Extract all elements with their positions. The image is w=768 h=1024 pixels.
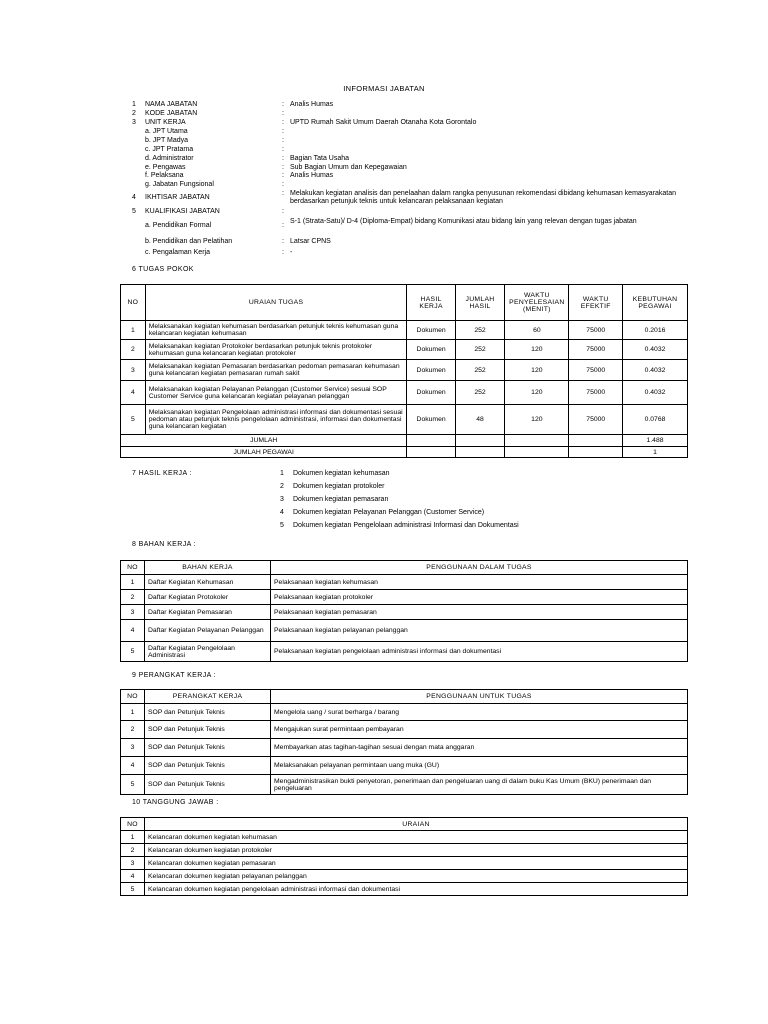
- col-header-bahan: BAHAN KERJA: [145, 561, 271, 575]
- cell-hasil: Dokumen: [407, 360, 455, 381]
- info-label: d. Administrator: [145, 155, 194, 162]
- col-header-waktu-efektif: WAKTU EFEKTIF: [569, 285, 623, 321]
- col-header-penggunaan: PENGGUNAAN UNTUK TUGAS: [271, 690, 688, 704]
- empty-cell: [569, 447, 623, 458]
- table-row: [121, 757, 688, 775]
- table-row: [121, 844, 688, 857]
- table-row: [121, 704, 688, 721]
- info-colon: :: [282, 164, 284, 171]
- col-header-waktu-penyelesaian: WAKTU PENYELESAIAN (MENIT): [505, 285, 569, 321]
- table-row: [121, 870, 688, 883]
- info-value: Melakukan kegiatan analisis dan penelaahan dalam rangka penyusunan rekomendasi dibidang kehumasan kemasyarakatan berdasarkan petunjuk teknis untuk kelancaran pelaksanaan kegiatan: [290, 190, 677, 205]
- cell-kebutuhan: 0.0768: [623, 405, 688, 435]
- table-row: [121, 360, 688, 381]
- info-colon: :: [282, 146, 284, 153]
- col-header-uraian: URAIAN TUGAS: [145, 285, 407, 321]
- cell-no: 4: [121, 757, 145, 775]
- cell-waktu: 120: [505, 405, 569, 435]
- empty-cell: [455, 435, 504, 447]
- table-row: [121, 775, 688, 795]
- empty-cell: [505, 435, 569, 447]
- cell-uraian: Kelancaran dokumen kegiatan protokoler: [145, 844, 688, 857]
- info-value: Analis Humas: [290, 172, 334, 179]
- total-value: 1.488: [623, 435, 688, 447]
- info-value: Sub Bagian Umum dan Kepegawaian: [290, 164, 407, 171]
- cell-waktu: 120: [505, 340, 569, 360]
- cell-bahan: Daftar Kegiatan Protokoler: [145, 590, 271, 605]
- table-row: [121, 321, 688, 340]
- cell-no: 5: [121, 405, 146, 435]
- cell-waktu: 120: [505, 360, 569, 381]
- info-no: 1: [132, 101, 136, 108]
- cell-waktu: 120: [505, 381, 569, 405]
- cell-kebutuhan: 0.2016: [623, 321, 688, 340]
- cell-jumlah: 252: [455, 340, 504, 360]
- col-header-no: NO: [121, 285, 146, 321]
- table-header-row: [121, 818, 688, 831]
- info-value: -: [290, 249, 293, 256]
- info-label: c. Pengalaman Kerja: [145, 249, 210, 256]
- info-colon: :: [282, 137, 284, 144]
- list-item-no: 1: [280, 470, 284, 477]
- info-value: UPTD Rumah Sakit Umum Daerah Otanaha Kota Gorontalo: [290, 119, 477, 126]
- cell-bahan: Daftar Kegiatan Kehumasan: [145, 575, 271, 590]
- info-label: e. Pengawas: [145, 164, 186, 171]
- empty-cell: [407, 447, 455, 458]
- list-item-text: Dokumen kegiatan kehumasan: [293, 470, 390, 477]
- cell-jumlah: 48: [455, 405, 504, 435]
- col-header-no: NO: [121, 818, 145, 831]
- cell-perangkat: SOP dan Petunjuk Teknis: [145, 757, 271, 775]
- list-item-no: 5: [280, 522, 284, 529]
- empty-cell: [505, 447, 569, 458]
- info-label: a. Pendidikan Formal: [145, 222, 212, 229]
- cell-kebutuhan: 0.4032: [623, 340, 688, 360]
- cell-bahan: Daftar Kegiatan Pengelolaan Administrasi: [145, 642, 271, 662]
- empty-cell: [455, 447, 504, 458]
- info-value: Latsar CPNS: [290, 238, 331, 245]
- cell-no: 5: [121, 642, 145, 662]
- cell-no: 3: [121, 605, 145, 620]
- cell-perangkat: SOP dan Petunjuk Teknis: [145, 775, 271, 795]
- cell-kebutuhan: 0.4032: [623, 381, 688, 405]
- cell-kebutuhan: 0.4032: [623, 360, 688, 381]
- info-label: b. JPT Madya: [145, 137, 189, 144]
- col-header-jumlah: JUMLAH HASIL: [455, 285, 504, 321]
- empty-cell: [407, 435, 455, 447]
- cell-uraian: Melaksanakan kegiatan kehumasan berdasarkan petunjuk teknis kehumasan guna kelancaran kegiatan kehumasan: [145, 321, 407, 340]
- cell-hasil: Dokumen: [407, 321, 455, 340]
- cell-jumlah: 252: [455, 381, 504, 405]
- info-colon: :: [282, 249, 284, 256]
- info-colon: :: [282, 181, 284, 188]
- cell-perangkat: SOP dan Petunjuk Teknis: [145, 704, 271, 721]
- pegawai-value: 1: [623, 447, 688, 458]
- cell-no: 2: [121, 590, 145, 605]
- list-item-text: Dokumen kegiatan Pelayanan Pelanggan (Customer Service): [293, 509, 485, 516]
- info-label: KUALIFIKASI JABATAN: [145, 208, 220, 215]
- info-no: 3: [132, 119, 136, 126]
- perangkat-kerja-table: [120, 689, 688, 795]
- list-item-no: 4: [280, 509, 284, 516]
- tanggung-jawab-table: [120, 817, 688, 896]
- cell-no: 1: [121, 704, 145, 721]
- table-row: [121, 831, 688, 844]
- cell-efektif: 75000: [569, 405, 623, 435]
- list-item-no: 3: [280, 496, 284, 503]
- cell-no: 4: [121, 620, 145, 642]
- cell-uraian: Kelancaran dokumen kegiatan pemasaran: [145, 857, 688, 870]
- cell-no: 1: [121, 575, 145, 590]
- col-header-no: NO: [121, 561, 145, 575]
- section-heading-tugas-pokok: 6 TUGAS POKOK: [132, 266, 194, 273]
- cell-no: 4: [121, 381, 146, 405]
- table-row: [121, 605, 688, 620]
- table-header-row: [121, 561, 688, 575]
- cell-uraian: Melaksanakan kegiatan Pengelolaan administrasi informasi dan dokumentasi sesuai pedoman atau petunjuk teknis pengelolaan administrasi, informasi dan dokumentasi guna kelancaran kegiatan: [145, 405, 407, 435]
- info-colon: :: [282, 238, 284, 245]
- info-value: Analis Humas: [290, 101, 334, 108]
- info-value: S-1 (Strata-Satu)/ D-4 (Diploma-Empat) bidang Komunikasi atau bidang lain yang relevan dengan tugas jabatan: [290, 218, 637, 225]
- section-heading-perangkat-kerja: 9 PERANGKAT KERJA :: [132, 672, 216, 679]
- cell-no: 1: [121, 321, 146, 340]
- cell-hasil: Dokumen: [407, 340, 455, 360]
- total-label: JUMLAH: [121, 435, 407, 447]
- list-item-text: Dokumen kegiatan protokoler: [293, 483, 385, 490]
- cell-efektif: 75000: [569, 381, 623, 405]
- table-row: [121, 340, 688, 360]
- table-row: [121, 857, 688, 870]
- info-label: IKHTISAR JABATAN: [145, 194, 210, 201]
- cell-penggunaan: Pelaksanaan kegiatan pelayanan pelanggan: [271, 620, 688, 642]
- list-item-text: Dokumen kegiatan Pengelolaan administrasi Informasi dan Dokumentasi: [293, 522, 519, 529]
- section-heading-tanggung-jawab: 10 TANGGUNG JAWAB :: [132, 799, 219, 806]
- section-heading-bahan-kerja: 8 BAHAN KERJA :: [132, 541, 196, 548]
- info-colon: :: [282, 128, 284, 135]
- col-header-kebutuhan: KEBUTUHAN PEGAWAI: [623, 285, 688, 321]
- info-colon: :: [282, 110, 284, 117]
- table-row: [121, 575, 688, 590]
- cell-jumlah: 252: [455, 321, 504, 340]
- info-label: g. Jabatan Fungsional: [145, 181, 214, 188]
- info-label: a. JPT Utama: [145, 128, 188, 135]
- info-colon: :: [282, 222, 284, 229]
- info-label: NAMA JABATAN: [145, 101, 198, 108]
- col-header-penggunaan: PENGGUNAAN DALAM TUGAS: [271, 561, 688, 575]
- cell-uraian: Melaksanakan kegiatan Pemasaran berdasarkan pedoman pemasaran kehumasan guna kelancaran kegiatan pemasaran rumah sakit: [145, 360, 407, 381]
- cell-waktu: 60: [505, 321, 569, 340]
- info-label: b. Pendidikan dan Pelatihan: [145, 238, 233, 245]
- cell-penggunaan: Melaksanakan pelayanan permintaan uang muka (GU): [271, 757, 688, 775]
- info-colon: :: [282, 101, 284, 108]
- cell-penggunaan: Pelaksanaan kegiatan pemasaran: [271, 605, 688, 620]
- cell-penggunaan: Mengajukan surat permintaan pembayaran: [271, 721, 688, 739]
- pegawai-row: [121, 447, 688, 458]
- cell-uraian: Kelancaran dokumen kegiatan kehumasan: [145, 831, 688, 844]
- tugas-pokok-table: [120, 284, 688, 458]
- col-header-hasil: HASIL KERJA: [407, 285, 455, 321]
- cell-no: 2: [121, 340, 146, 360]
- cell-uraian: Kelancaran dokumen kegiatan pengelolaan administrasi informasi dan dokumentasi: [145, 883, 688, 896]
- cell-no: 2: [121, 844, 145, 857]
- info-value: Bagian Tata Usaha: [290, 155, 350, 162]
- col-header-no: NO: [121, 690, 145, 704]
- cell-penggunaan: Mengadministrasikan bukti penyetoran, penerimaan dan pengeluaran uang di dalam buku Kas Umum (BKU) penerimaan dan pengeluaran: [271, 775, 688, 795]
- cell-no: 2: [121, 721, 145, 739]
- info-colon: :: [282, 155, 284, 162]
- pegawai-label: JUMLAH PEGAWAI: [121, 447, 407, 458]
- cell-no: 5: [121, 775, 145, 795]
- section-heading-hasil-kerja: 7 HASIL KERJA :: [132, 470, 192, 477]
- total-row: [121, 435, 688, 447]
- table-row: [121, 405, 688, 435]
- page-title: INFORMASI JABATAN: [343, 84, 425, 93]
- cell-no: 5: [121, 883, 145, 896]
- cell-penggunaan: Membayarkan atas tagihan-tagihan sesuai dengan mata anggaran: [271, 739, 688, 757]
- info-colon: :: [282, 208, 284, 215]
- table-row: [121, 883, 688, 896]
- cell-uraian: Melaksanakan kegiatan Protokoler berdasarkan petunjuk teknis protokoler kehumasan guna kelancaran kegiatan protokoler: [145, 340, 407, 360]
- table-row: [121, 590, 688, 605]
- cell-uraian: Melaksanakan kegiatan Pelayanan Pelanggan (Customer Service) sesuai SOP Customer Service guna kelancaran kegiatan pelayanan pelanggan: [145, 381, 407, 405]
- info-label: UNIT KERJA: [145, 119, 186, 126]
- table-row: [121, 381, 688, 405]
- info-no: 5: [132, 208, 136, 215]
- info-colon: :: [282, 190, 284, 197]
- cell-no: 3: [121, 360, 146, 381]
- cell-jumlah: 252: [455, 360, 504, 381]
- cell-efektif: 75000: [569, 321, 623, 340]
- cell-penggunaan: Pelaksanaan kegiatan pengelolaan administrasi informasi dan dokumentasi: [271, 642, 688, 662]
- table-row: [121, 620, 688, 642]
- cell-penggunaan: Pelaksanaan kegiatan protokoler: [271, 590, 688, 605]
- cell-perangkat: SOP dan Petunjuk Teknis: [145, 739, 271, 757]
- cell-no: 3: [121, 739, 145, 757]
- cell-perangkat: SOP dan Petunjuk Teknis: [145, 721, 271, 739]
- info-label: c. JPT Pratama: [145, 146, 194, 153]
- table-row: [121, 642, 688, 662]
- cell-efektif: 75000: [569, 360, 623, 381]
- info-label: KODE JABATAN: [145, 110, 198, 117]
- cell-penggunaan: Mengelola uang / surat berharga / barang: [271, 704, 688, 721]
- cell-hasil: Dokumen: [407, 381, 455, 405]
- table-header-row: [121, 690, 688, 704]
- cell-hasil: Dokumen: [407, 405, 455, 435]
- info-no: 2: [132, 110, 136, 117]
- cell-no: 1: [121, 831, 145, 844]
- cell-bahan: Daftar Kegiatan Pelayanan Pelanggan: [145, 620, 271, 642]
- table-header-row: [121, 285, 688, 321]
- cell-penggunaan: Pelaksanaan kegiatan kehumasan: [271, 575, 688, 590]
- info-label: f. Pelaksana: [145, 172, 184, 179]
- col-header-uraian: URAIAN: [145, 818, 688, 831]
- empty-cell: [569, 435, 623, 447]
- cell-no: 3: [121, 857, 145, 870]
- cell-no: 4: [121, 870, 145, 883]
- list-item-text: Dokumen kegiatan pemasaran: [293, 496, 389, 503]
- info-colon: :: [282, 172, 284, 179]
- cell-efektif: 75000: [569, 340, 623, 360]
- info-no: 4: [132, 194, 136, 201]
- list-item-no: 2: [280, 483, 284, 490]
- info-colon: :: [282, 119, 284, 126]
- cell-bahan: Daftar Kegiatan Pemasaran: [145, 605, 271, 620]
- cell-uraian: Kelancaran dokumen kegiatan pelayanan pelanggan: [145, 870, 688, 883]
- table-row: [121, 739, 688, 757]
- bahan-kerja-table: [120, 560, 688, 662]
- col-header-perangkat: PERANGKAT KERJA: [145, 690, 271, 704]
- table-row: [121, 721, 688, 739]
